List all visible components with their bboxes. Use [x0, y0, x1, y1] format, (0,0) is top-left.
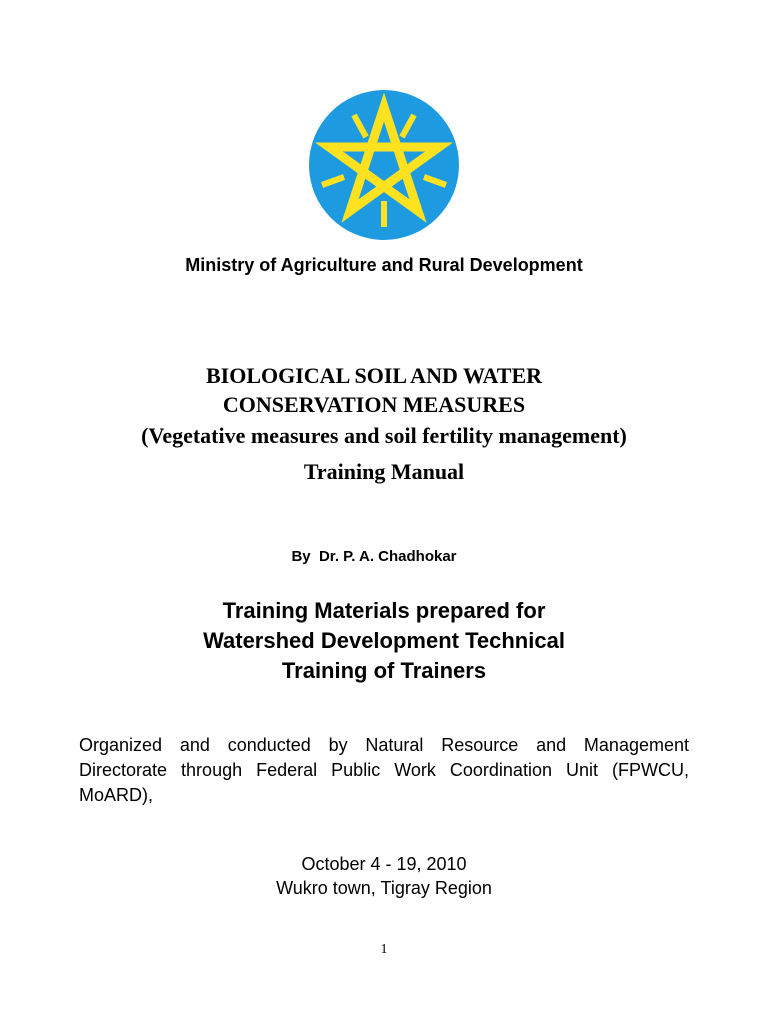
ministry-name: Ministry of Agriculture and Rural Development [185, 255, 583, 275]
organizer-line-3: MoARD), [79, 785, 154, 805]
title-line-1: BIOLOGICAL SOIL AND WATER [205, 363, 542, 388]
subtitle-line-1: Training Materials prepared for [222, 598, 546, 623]
title-line-2: CONSERVATION MEASURES [222, 392, 526, 417]
organizer-paragraph [79, 733, 689, 808]
title-line-3: (Vegetative measures and soil fertility management) [141, 423, 627, 448]
author-line: By Dr. P. A. Chadhokar [291, 548, 457, 565]
organizer-line-1: Organized and conducted by Natural Resource and Management [79, 735, 689, 755]
ethiopian-emblem-icon [308, 89, 460, 241]
subtitle-line-3: Training of Trainers [281, 658, 487, 683]
event-dates: October 4 - 19, 2010 [301, 854, 467, 874]
manual-type: Training Manual [303, 459, 465, 484]
organizer-line-2: Directorate through Federal Public Work Coordination Unit (FPWCU, [79, 760, 689, 780]
subtitle-line-2: Watershed Development Technical [203, 628, 565, 653]
event-location: Wukro town, Tigray Region [276, 878, 492, 898]
page-number: 1 [380, 942, 388, 957]
